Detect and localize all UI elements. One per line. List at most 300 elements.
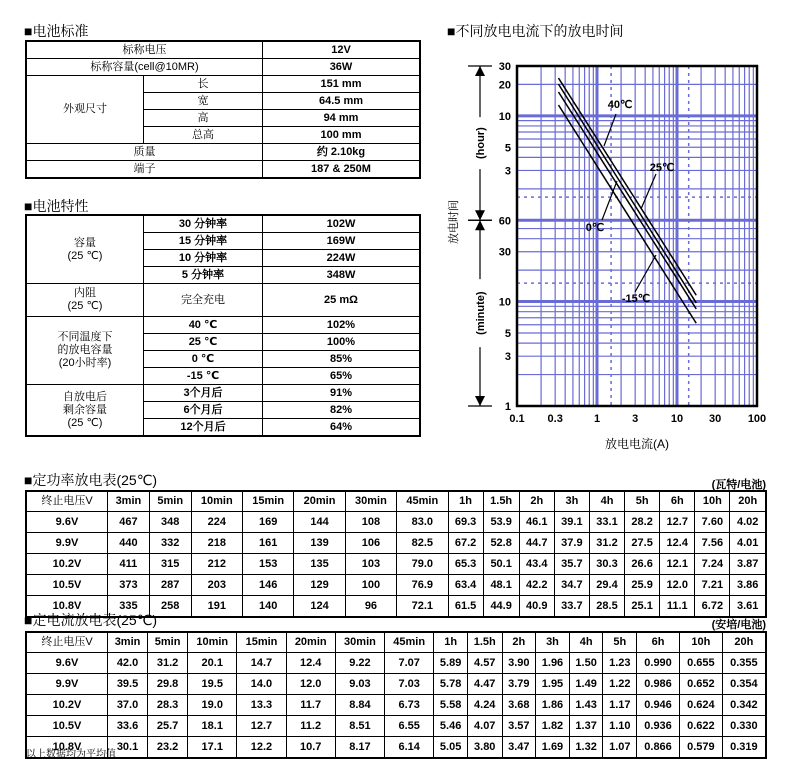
self-discharge-label: 自放电后 剩余容量 (25 ℃): [26, 385, 144, 437]
table-cell: 3.47: [502, 737, 536, 759]
table-cell: 1.22: [603, 674, 637, 695]
table-cell: 8.17: [335, 737, 384, 759]
row-label: 10.2V: [26, 695, 108, 716]
table-cell: 8.84: [335, 695, 384, 716]
column-header: 6h: [637, 632, 680, 653]
column-header: 2h: [519, 491, 554, 512]
column-header: 5h: [603, 632, 637, 653]
table-cell: 108: [345, 512, 396, 533]
table-cell: 7.07: [385, 653, 434, 674]
table-cell: 39.1: [554, 512, 589, 533]
y-hour-tick-label: 20: [498, 79, 511, 92]
dim-value: 100 mm: [263, 127, 421, 144]
y-minute-tick-label: 10: [498, 296, 511, 309]
table-cell: 0.622: [679, 716, 722, 737]
temp-value: 102%: [263, 317, 421, 334]
period-value: 91%: [263, 385, 421, 402]
table-cell: 315: [149, 554, 191, 575]
table-cell: 39.5: [108, 674, 148, 695]
table-cell: 411: [108, 554, 150, 575]
table-cell: 3.90: [502, 653, 536, 674]
table-cell: 0.354: [722, 674, 766, 695]
table-cell: 0.946: [637, 695, 680, 716]
table-cell: 61.5: [448, 596, 483, 618]
table-cell: 12.4: [286, 653, 335, 674]
row-label: 9.6V: [26, 512, 108, 533]
column-header: 5h: [625, 491, 660, 512]
discharge-time-chart: [440, 40, 785, 460]
table-cell: 5.58: [434, 695, 468, 716]
table-cell: 13.3: [237, 695, 286, 716]
table-cell: 1.49: [569, 674, 603, 695]
column-header: 1.5h: [467, 632, 502, 653]
rate-label: 5 分钟率: [144, 267, 263, 284]
resistance-value: 25 mΩ: [263, 284, 421, 317]
period-value: 64%: [263, 419, 421, 437]
dim-value: 64.5 mm: [263, 93, 421, 110]
table-cell: 30.1: [108, 737, 148, 759]
table-cell: 19.5: [188, 674, 237, 695]
char-table: [25, 214, 421, 437]
table-cell: 1.43: [569, 695, 603, 716]
column-header: 15min: [243, 491, 294, 512]
series-label-2: 0℃: [585, 222, 605, 234]
table-cell: 37.9: [554, 533, 589, 554]
y-minute-tick-label: 5: [504, 327, 511, 340]
table-cell: 96: [345, 596, 396, 618]
spec-title: ■电池标准: [24, 23, 89, 39]
table-cell: 0.652: [679, 674, 722, 695]
table-cell: 0.990: [637, 653, 680, 674]
y-minute-tick-label: 30: [498, 246, 511, 259]
table-cell: 65.3: [448, 554, 483, 575]
table-cell: 1.10: [603, 716, 637, 737]
table-cell: 12.1: [660, 554, 695, 575]
table-cell: 12.7: [660, 512, 695, 533]
table-cell: 50.1: [483, 554, 519, 575]
table-cell: 8.51: [335, 716, 384, 737]
table-cell: 34.7: [554, 575, 589, 596]
temp-value: 65%: [263, 368, 421, 385]
table-cell: 4.24: [467, 695, 502, 716]
table-cell: 23.2: [148, 737, 188, 759]
table-cell: 4.57: [467, 653, 502, 674]
table-cell: 12.0: [660, 575, 695, 596]
column-header: 5min: [149, 491, 191, 512]
table-cell: 3.68: [502, 695, 536, 716]
x-tick-label: 100: [747, 413, 767, 425]
column-header: 10min: [191, 491, 242, 512]
table-cell: 0.986: [637, 674, 680, 695]
weight-label: 质量: [26, 144, 263, 161]
table-cell: 11.1: [660, 596, 695, 618]
table-cell: 146: [243, 575, 294, 596]
capacity-label: 标称容量(cell@10MR): [26, 59, 263, 76]
x-tick-label: 10: [670, 413, 684, 425]
table-cell: 6.55: [385, 716, 434, 737]
table-row: [26, 695, 766, 716]
column-header: 30min: [335, 632, 384, 653]
table-cell: 1.23: [603, 653, 637, 674]
table-cell: 28.5: [589, 596, 624, 618]
terminal-label: 端子: [26, 161, 263, 179]
temp-value: 100%: [263, 334, 421, 351]
column-header: 45min: [385, 632, 434, 653]
table-cell: 3.57: [502, 716, 536, 737]
table-cell: 0.342: [722, 695, 766, 716]
table-cell: 63.4: [448, 575, 483, 596]
x-tick-label: 3: [632, 413, 639, 425]
table-cell: 35.7: [554, 554, 589, 575]
table-cell: 11.7: [286, 695, 335, 716]
table-cell: 5.05: [434, 737, 468, 759]
series-label-3: -15℃: [621, 293, 651, 305]
annotation-arrow: [641, 174, 656, 209]
table-cell: 0.319: [722, 737, 766, 759]
table-row: [26, 674, 766, 695]
temp-label: 40 ℃: [144, 317, 263, 334]
dim-label: 宽: [144, 93, 263, 110]
table-cell: 43.4: [519, 554, 554, 575]
dim-label: 总高: [144, 127, 263, 144]
annotation-arrow: [604, 114, 616, 146]
dimensions-label: 外观尺寸: [26, 76, 144, 144]
column-header: 2h: [502, 632, 536, 653]
table-cell: 12.7: [237, 716, 286, 737]
voltage-value: 12V: [263, 41, 421, 59]
header-row: [26, 632, 766, 653]
dim-label: 高: [144, 110, 263, 127]
table-row: [26, 653, 766, 674]
table-cell: 48.1: [483, 575, 519, 596]
table-cell: 27.5: [625, 533, 660, 554]
row-label: 10.2V: [26, 554, 108, 575]
resistance-condition: 完全充电: [144, 284, 263, 317]
table-cell: 42.2: [519, 575, 554, 596]
table-cell: 169: [243, 512, 294, 533]
table-cell: 467: [108, 512, 150, 533]
period-value: 82%: [263, 402, 421, 419]
table-cell: 3.61: [730, 596, 766, 618]
char-title: ■电池特性: [24, 198, 89, 214]
table-cell: 4.01: [730, 533, 766, 554]
column-header: 20min: [286, 632, 335, 653]
column-header: 1.5h: [483, 491, 519, 512]
column-header: 6h: [660, 491, 695, 512]
table-cell: 4.02: [730, 512, 766, 533]
table-row: [26, 575, 766, 596]
table-cell: 25.1: [625, 596, 660, 618]
table-cell: 1.37: [569, 716, 603, 737]
table-cell: 28.2: [625, 512, 660, 533]
column-header: 15min: [237, 632, 286, 653]
table-cell: 103: [345, 554, 396, 575]
table-cell: 30.3: [589, 554, 624, 575]
table-cell: 29.4: [589, 575, 624, 596]
table-cell: 440: [108, 533, 150, 554]
column-header: 3h: [536, 632, 570, 653]
column-header: 10h: [695, 491, 730, 512]
column-header: 3min: [108, 491, 150, 512]
table-cell: 1.96: [536, 653, 570, 674]
table-cell: 18.1: [188, 716, 237, 737]
table-cell: 26.6: [625, 554, 660, 575]
table-cell: 14.7: [237, 653, 286, 674]
table-cell: 1.32: [569, 737, 603, 759]
table-cell: 135: [294, 554, 345, 575]
table-cell: 191: [191, 596, 242, 618]
table-cell: 31.2: [589, 533, 624, 554]
table-cell: 106: [345, 533, 396, 554]
table-cell: 1.07: [603, 737, 637, 759]
table-cell: 46.1: [519, 512, 554, 533]
table-cell: 6.14: [385, 737, 434, 759]
table-cell: 53.9: [483, 512, 519, 533]
dim-value: 94 mm: [263, 110, 421, 127]
table-row: [26, 716, 766, 737]
column-header: 4h: [569, 632, 603, 653]
table-cell: 14.0: [237, 674, 286, 695]
column-header: 20h: [730, 491, 766, 512]
column-header: 终止电压V: [26, 491, 108, 512]
dim-value: 151 mm: [263, 76, 421, 93]
x-axis-label: 放电电流(A): [605, 437, 669, 451]
period-label: 3个月后: [144, 385, 263, 402]
column-header: 5min: [148, 632, 188, 653]
column-header: 10min: [188, 632, 237, 653]
row-label: 10.5V: [26, 575, 108, 596]
table-cell: 37.0: [108, 695, 148, 716]
table-cell: 33.1: [589, 512, 624, 533]
rate-value: 224W: [263, 250, 421, 267]
table-row: [26, 554, 766, 575]
table-cell: 3.86: [730, 575, 766, 596]
voltage-label: 标称电压: [26, 41, 263, 59]
table-cell: 31.2: [148, 653, 188, 674]
temp-group-label: 不同温度下 的放电容量 (20小时率): [26, 317, 144, 385]
capacity-value: 36W: [263, 59, 421, 76]
table-cell: 12.0: [286, 674, 335, 695]
table-cell: 5.46: [434, 716, 468, 737]
row-label: 9.6V: [26, 653, 108, 674]
column-header: 4h: [589, 491, 624, 512]
y-minute-tick-label: 3: [504, 351, 511, 364]
table-cell: 1.69: [536, 737, 570, 759]
table-cell: 33.7: [554, 596, 589, 618]
table-cell: 3.79: [502, 674, 536, 695]
table-cell: 9.03: [335, 674, 384, 695]
table-cell: 19.0: [188, 695, 237, 716]
column-header: 20min: [294, 491, 345, 512]
table-cell: 5.89: [434, 653, 468, 674]
column-header: 3h: [554, 491, 589, 512]
column-header: 45min: [397, 491, 448, 512]
table-cell: 140: [243, 596, 294, 618]
table-cell: 258: [149, 596, 191, 618]
table-cell: 25.9: [625, 575, 660, 596]
table-cell: 1.95: [536, 674, 570, 695]
table-cell: 82.5: [397, 533, 448, 554]
table-cell: 0.330: [722, 716, 766, 737]
table-cell: 33.6: [108, 716, 148, 737]
table-cell: 7.21: [695, 575, 730, 596]
table-cell: 25.7: [148, 716, 188, 737]
rate-label: 30 分钟率: [144, 215, 263, 233]
resistance-label: 内阻 (25 ℃): [26, 284, 144, 317]
y-hour-tick-label: 5: [504, 142, 511, 155]
y-hour-tick-label: 10: [498, 110, 511, 123]
table-cell: 153: [243, 554, 294, 575]
rate-value: 169W: [263, 233, 421, 250]
row-label: 9.9V: [26, 533, 108, 554]
table-cell: 287: [149, 575, 191, 596]
table-cell: 11.2: [286, 716, 335, 737]
table-cell: 72.1: [397, 596, 448, 618]
capacity-group-label: 容量 (25 ℃): [26, 215, 144, 284]
table-cell: 17.1: [188, 737, 237, 759]
table-cell: 3.87: [730, 554, 766, 575]
table-cell: 212: [191, 554, 242, 575]
table-cell: 203: [191, 575, 242, 596]
table-cell: 44.7: [519, 533, 554, 554]
table-cell: 67.2: [448, 533, 483, 554]
power-table-unit: (瓦特/电池): [711, 479, 766, 491]
y-hour-tick-label: 3: [504, 165, 511, 178]
y-minute-label: (minute): [475, 291, 487, 335]
table-cell: 12.2: [237, 737, 286, 759]
table-cell: 69.3: [448, 512, 483, 533]
y-minute-tick-label: 1: [504, 401, 511, 413]
table-cell: 335: [108, 596, 150, 618]
table-cell: 83.0: [397, 512, 448, 533]
table-cell: 6.73: [385, 695, 434, 716]
temp-label: 0 ℃: [144, 351, 263, 368]
table-cell: 0.936: [637, 716, 680, 737]
table-cell: 6.72: [695, 596, 730, 618]
header-row: [26, 491, 766, 512]
temp-value: 85%: [263, 351, 421, 368]
current-table-title: ■定电流放电表(25℃): [24, 612, 158, 628]
table-cell: 0.355: [722, 653, 766, 674]
table-cell: 10.7: [286, 737, 335, 759]
table-cell: 100: [345, 575, 396, 596]
series-label-0: 40℃: [607, 99, 633, 111]
table-cell: 161: [243, 533, 294, 554]
table-cell: 0.866: [637, 737, 680, 759]
table-cell: 139: [294, 533, 345, 554]
table-cell: 0.579: [679, 737, 722, 759]
table-cell: 5.78: [434, 674, 468, 695]
table-cell: 29.8: [148, 674, 188, 695]
table-cell: 12.4: [660, 533, 695, 554]
table-cell: 1.17: [603, 695, 637, 716]
row-label: 10.8V: [26, 737, 108, 759]
period-label: 12个月后: [144, 419, 263, 437]
x-tick-label: 30: [709, 413, 722, 425]
x-tick-label: 0.3: [547, 413, 563, 425]
y-hour-label: (hour): [475, 127, 487, 160]
y-hour-tick-label: 30: [498, 61, 511, 73]
table-row: [26, 512, 766, 533]
column-header: 3min: [108, 632, 148, 653]
table-cell: 1.82: [536, 716, 570, 737]
footnote: 以上数据均为平均值: [26, 749, 116, 760]
y-axis-label: 放电时间: [448, 200, 460, 244]
table-cell: 52.8: [483, 533, 519, 554]
series-label-1: 25℃: [649, 162, 675, 174]
table-cell: 79.0: [397, 554, 448, 575]
table-cell: 218: [191, 533, 242, 554]
rate-value: 348W: [263, 267, 421, 284]
table-cell: 76.9: [397, 575, 448, 596]
y-minute-tick-label: 60: [498, 215, 511, 228]
period-label: 6个月后: [144, 402, 263, 419]
table-cell: 20.1: [188, 653, 237, 674]
power-table-title: ■定功率放电表(25℃): [24, 472, 158, 488]
table-row: [26, 737, 766, 759]
rate-label: 10 分钟率: [144, 250, 263, 267]
table-cell: 3.80: [467, 737, 502, 759]
column-header: 1h: [434, 632, 468, 653]
column-header: 1h: [448, 491, 483, 512]
column-header: 20h: [722, 632, 766, 653]
column-header: 10h: [679, 632, 722, 653]
current-discharge-table: [25, 631, 767, 759]
row-label: 9.9V: [26, 674, 108, 695]
table-cell: 7.24: [695, 554, 730, 575]
table-cell: 40.9: [519, 596, 554, 618]
dim-label: 长: [144, 76, 263, 93]
terminal-value: 187 & 250M: [263, 161, 421, 179]
table-cell: 0.624: [679, 695, 722, 716]
table-cell: 332: [149, 533, 191, 554]
row-label: 10.8V: [26, 596, 108, 618]
chart-title: ■不同放电电流下的放电时间: [447, 23, 624, 39]
table-cell: 7.03: [385, 674, 434, 695]
table-cell: 7.60: [695, 512, 730, 533]
table-cell: 129: [294, 575, 345, 596]
table-cell: 1.50: [569, 653, 603, 674]
table-cell: 124: [294, 596, 345, 618]
table-cell: 373: [108, 575, 150, 596]
rate-value: 102W: [263, 215, 421, 233]
spec-table: [25, 40, 421, 179]
power-discharge-table: [25, 490, 767, 618]
table-cell: 4.07: [467, 716, 502, 737]
table-cell: 42.0: [108, 653, 148, 674]
table-cell: 224: [191, 512, 242, 533]
table-cell: 1.86: [536, 695, 570, 716]
rate-label: 15 分钟率: [144, 233, 263, 250]
table-cell: 44.9: [483, 596, 519, 618]
table-cell: 144: [294, 512, 345, 533]
column-header: 终止电压V: [26, 632, 108, 653]
table-cell: 9.22: [335, 653, 384, 674]
table-row: [26, 533, 766, 554]
current-table-unit: (安培/电池): [711, 619, 766, 631]
table-cell: 28.3: [148, 695, 188, 716]
table-cell: 348: [149, 512, 191, 533]
weight-value: 约 2.10kg: [263, 144, 421, 161]
column-header: 30min: [345, 491, 396, 512]
x-tick-label: 1: [593, 413, 601, 425]
x-tick-label: 0.1: [509, 413, 525, 425]
temp-label: -15 ℃: [144, 368, 263, 385]
table-cell: 7.56: [695, 533, 730, 554]
row-label: 10.5V: [26, 716, 108, 737]
table-cell: 4.47: [467, 674, 502, 695]
temp-label: 25 ℃: [144, 334, 263, 351]
